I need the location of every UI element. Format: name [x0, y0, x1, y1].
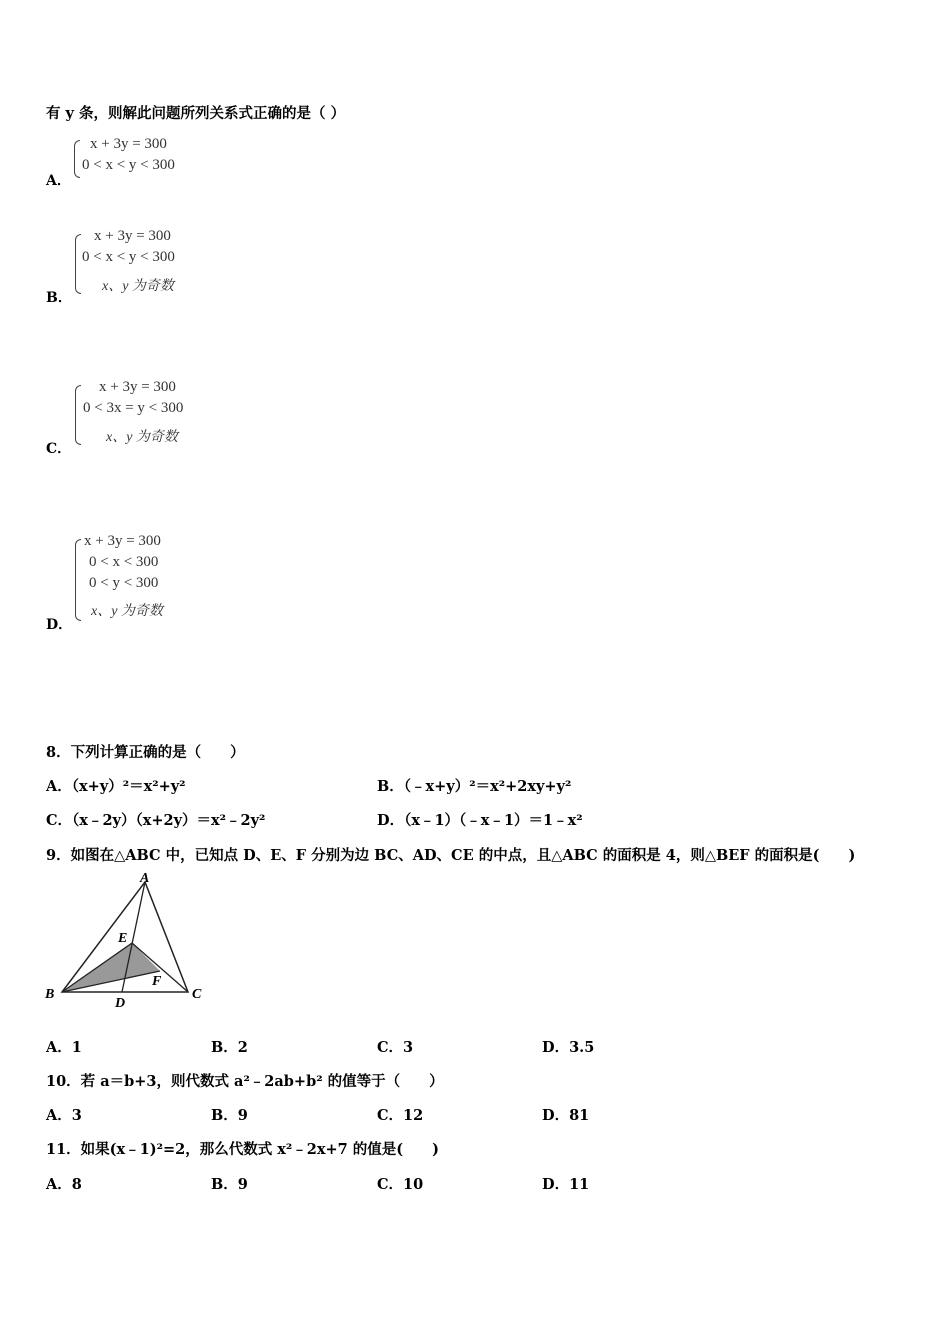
q7-option-c-label: C．	[46, 441, 72, 457]
q10-option-b-value: 9	[237, 1107, 248, 1124]
q10-option-b	[211, 1104, 248, 1125]
triangle-figure	[40, 870, 215, 1010]
q8-option-d	[377, 809, 583, 830]
q11-stem: 11．如果(x﹣1)²=2，那么代数式 x²﹣2x+7 的值是( )	[46, 1141, 440, 1158]
q11-option-d	[542, 1173, 589, 1194]
q8-option-b	[377, 775, 571, 796]
q7-b-line-3: x、y 为奇数	[102, 279, 174, 294]
q8-option-c	[46, 809, 265, 830]
q10-option-c	[377, 1104, 423, 1125]
q9-option-c	[377, 1036, 413, 1057]
q11-option-c	[377, 1173, 423, 1194]
label-f: F	[152, 974, 162, 989]
brace-icon	[75, 385, 81, 445]
q9-option-c-label: C．	[377, 1039, 404, 1056]
q11-option-b	[211, 1173, 248, 1194]
q9-option-d-value: 3.5	[569, 1039, 595, 1056]
q7-d-line-4: x、y 为奇数	[91, 604, 163, 619]
q11-option-c-label: C．	[377, 1176, 404, 1193]
q7-c-line-2: 0 < 3x = y < 300	[83, 400, 184, 416]
q8-option-a-label: A．	[46, 778, 72, 795]
q7-option-d-label: D．	[46, 617, 73, 633]
brace-icon	[74, 140, 80, 178]
brace-icon	[75, 539, 81, 621]
q7-option-b-system	[72, 228, 242, 300]
q11-option-a-label: A．	[46, 1176, 72, 1193]
q7-d-line-3: 0 < y < 300	[89, 575, 159, 591]
q11-option-a	[46, 1173, 82, 1194]
q10-option-a-value: 3	[71, 1107, 82, 1124]
q9-option-d-label: D．	[542, 1039, 570, 1056]
q11-option-b-value: 9	[237, 1176, 248, 1193]
q9-option-b-label: B．	[211, 1039, 238, 1056]
q7-option-d-system	[72, 533, 242, 627]
q7-option-c-system	[72, 379, 252, 451]
q7-a-line-1: x + 3y = 300	[90, 136, 167, 152]
q9-option-b	[211, 1036, 248, 1057]
q8-option-a	[46, 775, 186, 796]
q8-option-b-label: B．	[377, 778, 404, 795]
q7-c-line-1: x + 3y = 300	[99, 379, 176, 395]
q11-option-c-value: 10	[403, 1176, 424, 1193]
q8-option-d-text: （x﹣1）（﹣x﹣1）＝1﹣x²	[404, 812, 583, 829]
label-e: E	[118, 931, 128, 946]
q8-option-c-label: C．	[46, 812, 73, 829]
q7-option-a-system	[72, 136, 232, 182]
q7-option-b-label: B．	[46, 290, 72, 306]
label-d: D	[115, 996, 126, 1010]
q10-option-c-label: C．	[377, 1107, 404, 1124]
q11-option-d-label: D．	[542, 1176, 570, 1193]
shaded-triangle-bef	[62, 943, 160, 992]
q10-stem: 10．若 a＝b+3，则代数式 a²﹣2ab+b² 的值等于（ ）	[46, 1073, 444, 1090]
q8-option-b-text: （﹣x+y）²＝x²+2xy+y²	[403, 778, 572, 795]
q7-d-line-2: 0 < x < 300	[89, 554, 159, 570]
q8-option-c-text: （x﹣2y）（x+2y）＝x²﹣2y²	[72, 812, 266, 829]
q11-option-a-value: 8	[71, 1176, 82, 1193]
q9-option-a-label: A．	[46, 1039, 72, 1056]
q9-stem: 9．如图在△ABC 中，已知点 D、E、F 分别为边 BC、AD、CE 的中点，且△ABC 的面积是 4，则△BEF 的面积是( )	[46, 847, 856, 864]
q10-option-d-label: D．	[542, 1107, 570, 1124]
q10-option-d	[542, 1104, 589, 1125]
q9-option-c-value: 3	[403, 1039, 414, 1056]
q7-stem-tail: 有 y 条，则解此问题所列关系式正确的是（ ）	[46, 105, 346, 122]
q9-option-a-value: 1	[71, 1039, 82, 1056]
q11-option-b-label: B．	[211, 1176, 238, 1193]
q8-option-a-text: （x+y）²＝x²+y²	[71, 778, 186, 795]
brace-icon	[75, 234, 81, 294]
q8-option-d-label: D．	[377, 812, 405, 829]
q7-b-line-1: x + 3y = 300	[94, 228, 171, 244]
q7-option-a-label: A．	[46, 173, 71, 189]
q10-option-a	[46, 1104, 82, 1125]
q11-option-d-value: 11	[569, 1176, 590, 1193]
q10-option-b-label: B．	[211, 1107, 238, 1124]
q10-option-a-label: A．	[46, 1107, 72, 1124]
label-c: C	[192, 987, 202, 1002]
q7-a-line-2: 0 < x < y < 300	[82, 157, 175, 173]
q10-option-c-value: 12	[403, 1107, 424, 1124]
label-a: A	[140, 871, 150, 886]
q8-stem: 8．下列计算正确的是（ ）	[46, 744, 245, 761]
q7-d-line-1: x + 3y = 300	[84, 533, 161, 549]
q9-option-b-value: 2	[237, 1039, 248, 1056]
label-b: B	[45, 987, 55, 1002]
q10-option-d-value: 81	[569, 1107, 590, 1124]
q9-option-a	[46, 1036, 82, 1057]
q9-option-d	[542, 1036, 594, 1057]
q7-b-line-2: 0 < x < y < 300	[82, 249, 175, 265]
q7-c-line-3: x、y 为奇数	[106, 430, 178, 445]
